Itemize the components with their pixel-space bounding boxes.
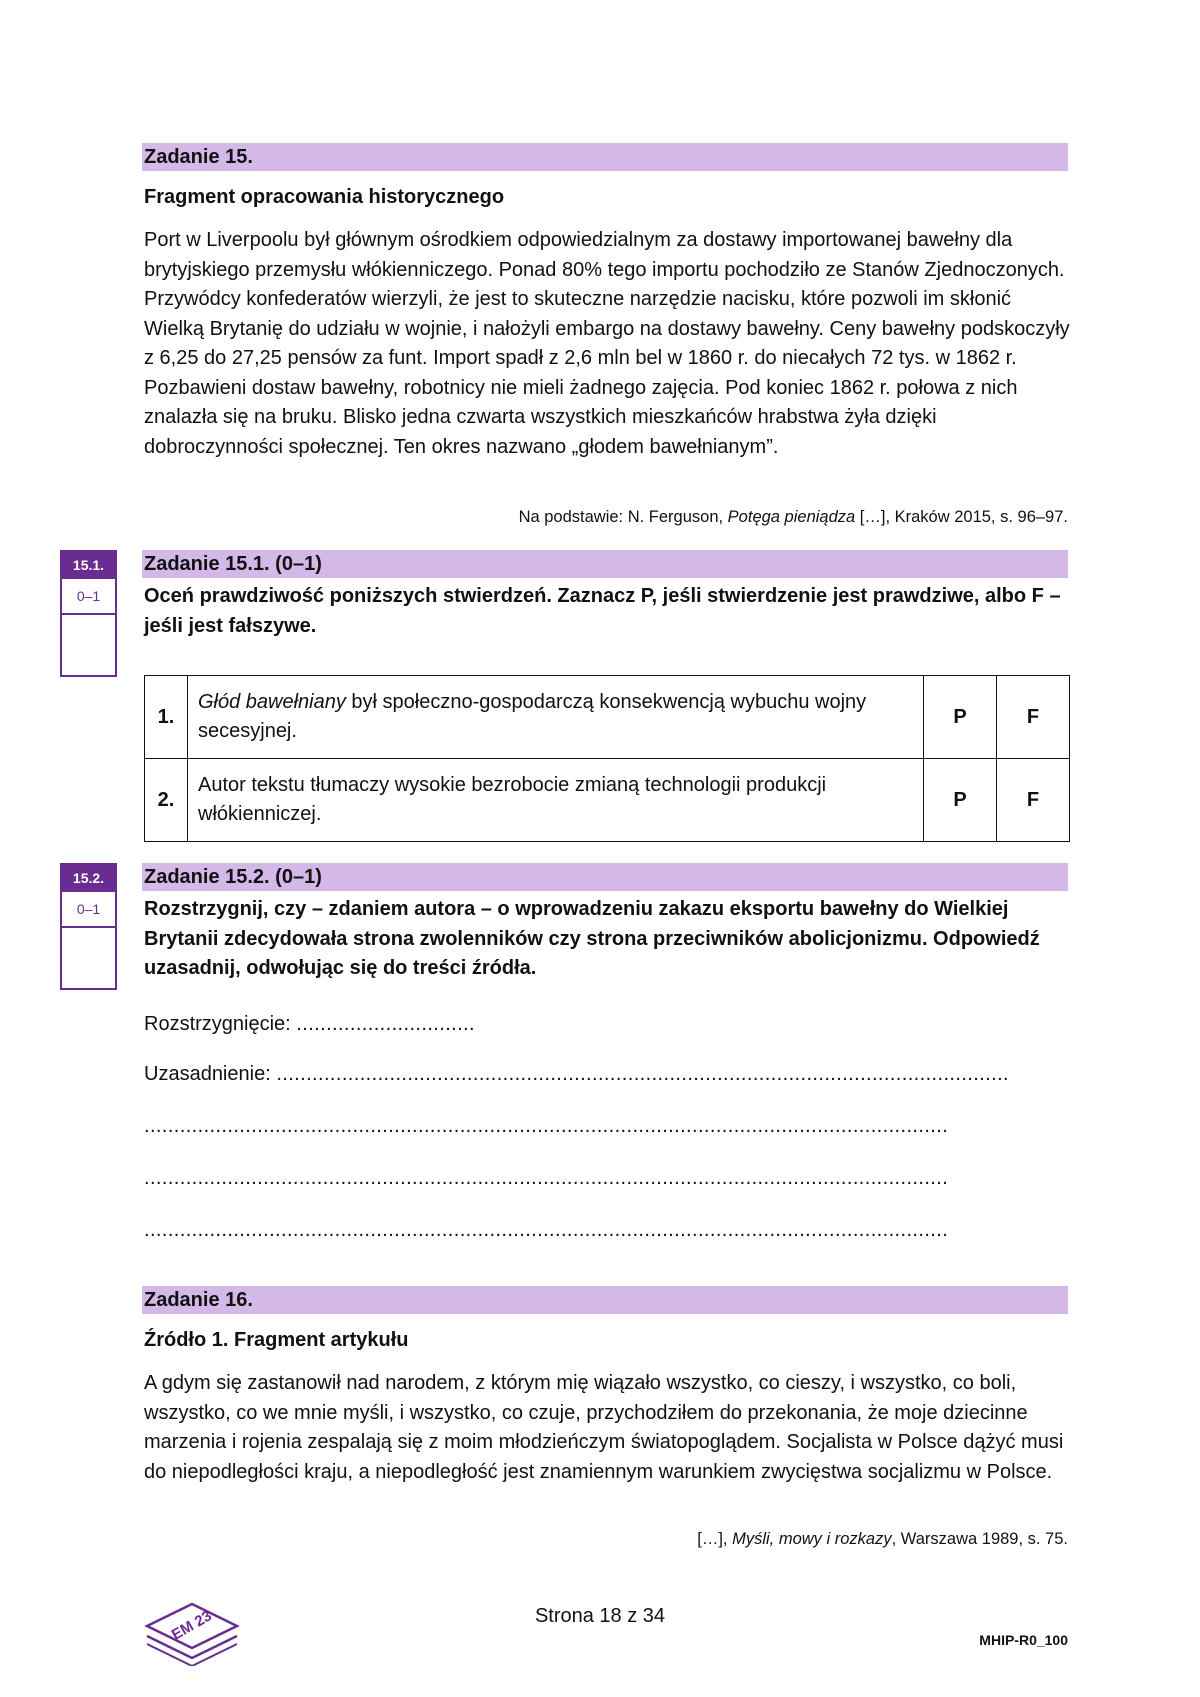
statement-number: 2.	[145, 759, 188, 842]
task-15-1-title-bar: Zadanie 15.1. (0–1)	[142, 550, 1068, 578]
score-box-15-1	[60, 550, 117, 677]
statement-text: Głód bawełniany był społeczno-gospodarczą konsekwencją wybuchu wojny secesyjnej.	[188, 676, 924, 759]
score-box-blank[interactable]	[62, 928, 115, 988]
task-15-1-instruction: Oceń prawdziwość poniższych stwierdzeń. Zaznacz P, jeśli stwierdzenie jest prawdziwe, albo F – jeśli jest fałszywe.	[144, 585, 1061, 637]
option-p[interactable]: P	[924, 676, 997, 759]
svg-text:EM 23: EM 23	[168, 1607, 215, 1644]
page-number: Strona 18 z 34	[534, 1605, 666, 1627]
task-15-source-citation: Na podstawie: N. Ferguson, Potęga pieniądza […], Kraków 2015, s. 96–97.	[518, 508, 1068, 526]
task-16-title-bar: Zadanie 16.	[142, 1286, 1068, 1314]
task-15-2-title-bar: Zadanie 15.2. (0–1)	[142, 863, 1068, 891]
task-16-source-text: A gdym się zastanowił nad narodem, z którym mię wiązało wszystko, co cieszy, i wszystko, co boli, wszystko, co we mnie myśli, i wszystko, co czuje, przychodziłem do przekonania, że moje dziecinne marzenia i rojenia zespalają się z moim młodzieńczym światopoglądem. Socjalista w Polsce dążyć musi do niepodległości kraju, a niepodległość jest znamiennym warunkiem zwycięstwa socjalizmu w Polsce.	[144, 1372, 1064, 1483]
score-box-number: 15.1.	[62, 552, 115, 579]
exam-code: MHIP-R0_100	[979, 1632, 1068, 1648]
answer-line[interactable]: .......................................................................................................................................	[144, 1167, 949, 1189]
score-box-points: 0–1	[62, 892, 115, 928]
answer-line[interactable]: .......................................................................................................................................	[144, 1115, 949, 1137]
option-f[interactable]: F	[997, 676, 1070, 759]
task-15-source-text: Port w Liverpoolu był głównym ośrodkiem odpowiedzialnym za dostawy importowanej bawełny dla brytyjskiego przemysłu włókienniczego. Ponad 80% tego importu pochodziło ze Stanów Zjednoczonych. Przywódcy konfederatów wierzyli, że jest to skuteczne narzędzie nacisku, które pozwoli im skłonić Wielką Brytanię do udziału w wojnie, i nałożyli embargo na dostawy bawełny. Ceny bawełny podskoczyły z 6,25 do 27,25 pensów za funt. Import spadł z 2,6 mln bel w 1860 r. do niecałych 72 tys. w 1862 r. Pozbawieni dostaw bawełny, robotnicy nie mieli żadnego zajęcia. Pod koniec 1862 r. połowa z nich znalazła się na bruku. Blisko jedna czwarta wszystkich mieszkańców hrabstwa żyła dzięki dobroczynności społecznej. Ten okres nazwano „głodem bawełnianym”.	[144, 229, 1070, 458]
true-false-table	[144, 675, 1070, 842]
task-15-title-bar: Zadanie 15.	[142, 143, 1068, 171]
justification-answer-line[interactable]: Uzasadnienie: ...........................................................................................................................	[144, 1063, 1009, 1085]
table-row	[145, 759, 1070, 842]
task-16-source-citation: […], Myśli, mowy i rozkazy, Warszawa 1989, s. 75.	[697, 1530, 1068, 1548]
decision-answer-line[interactable]: Rozstrzygnięcie: ..............................	[144, 1013, 475, 1035]
score-box-15-2	[60, 863, 117, 990]
table-row	[145, 676, 1070, 759]
answer-line[interactable]: .......................................................................................................................................	[144, 1219, 949, 1241]
statement-number: 1.	[145, 676, 188, 759]
option-p[interactable]: P	[924, 759, 997, 842]
task-16-heading: Źródło 1. Fragment artykułu	[144, 1329, 409, 1351]
task-15-heading: Fragment opracowania historycznego	[144, 186, 505, 208]
option-f[interactable]: F	[997, 759, 1070, 842]
statement-text: Autor tekstu tłumaczy wysokie bezrobocie zmianą technologii produkcji włókienniczej.	[188, 759, 924, 842]
score-box-number: 15.2.	[62, 865, 115, 892]
score-box-blank[interactable]	[62, 615, 115, 675]
task-15-2-instruction: Rozstrzygnij, czy – zdaniem autora – o wprowadzeniu zakazu eksportu bawełny do Wielkiej Brytanii zdecydowała strona zwolenników czy strona przeciwników abolicjonizmu. Odpowiedź uzasadnij, odwołując się do treści źródła.	[144, 898, 1040, 979]
score-box-points: 0–1	[62, 579, 115, 615]
